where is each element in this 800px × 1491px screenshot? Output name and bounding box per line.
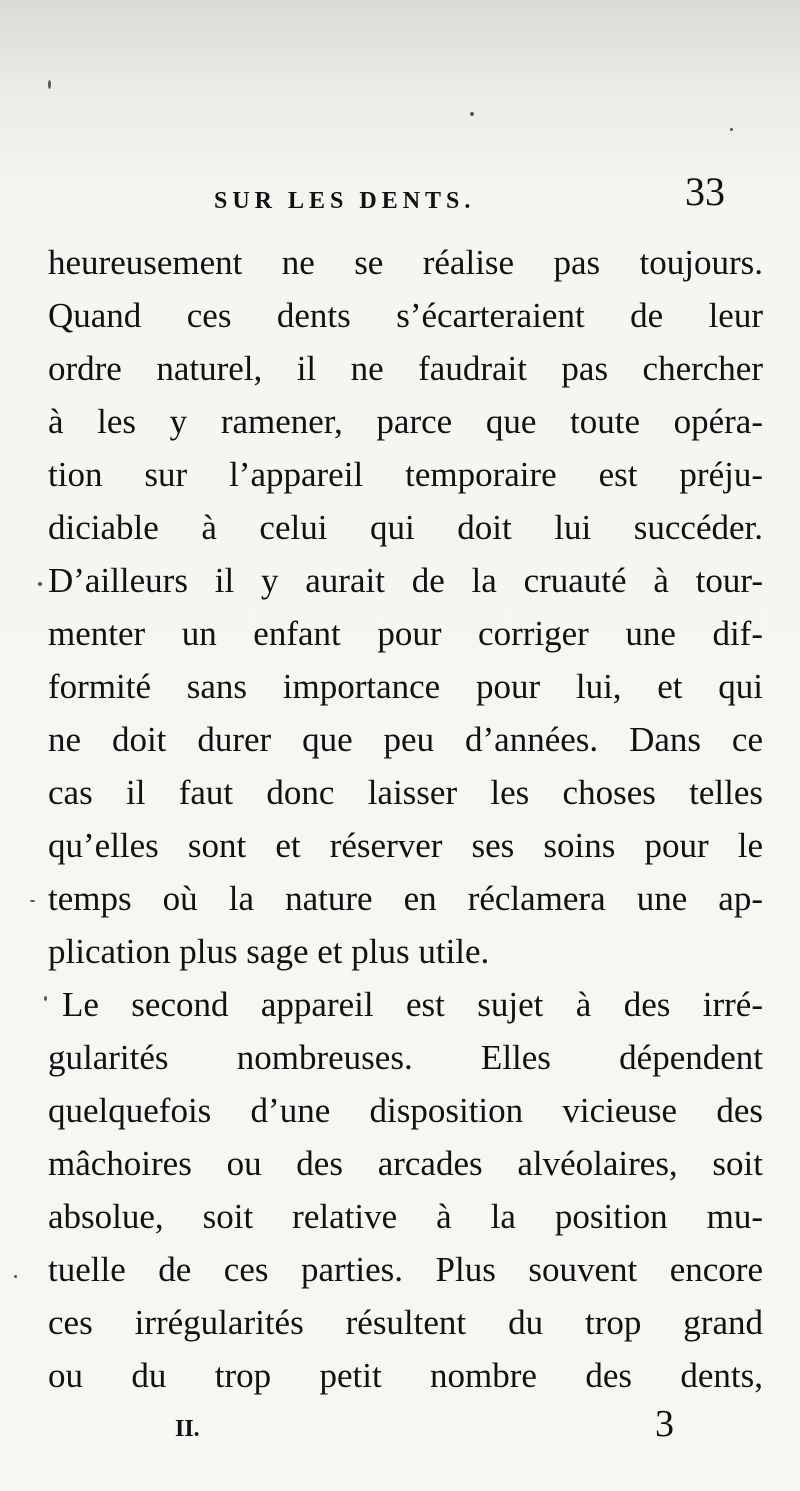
ink-speck: [48, 80, 51, 89]
text-line: tion sur l’appareil temporaire est préju-: [48, 455, 763, 494]
ink-speck: [38, 582, 42, 586]
text-line: ces irrégularités résultent du trop grand: [48, 1303, 763, 1342]
text-line: à les y ramener, parce que toute opéra-: [48, 402, 763, 441]
text-line: Le second appareil est sujet à des irré-: [62, 985, 763, 1024]
text-line: D’ailleurs il y aurait de la cruauté à tour-: [48, 561, 763, 600]
signature-number: 3: [655, 1403, 674, 1445]
text-line: absolue, soit relative à la position mu-: [48, 1197, 763, 1236]
ink-speck: [730, 128, 733, 131]
text-line: gularités nombreuses. Elles dépendent: [48, 1038, 763, 1077]
text-line: menter un enfant pour corriger une dif-: [48, 614, 763, 653]
text-line: formité sans importance pour lui, et qui: [48, 667, 763, 706]
text-line: tuelle de ces parties. Plus souvent encore: [48, 1250, 763, 1289]
text-line: mâchoires ou des arcades alvéolaires, soit: [48, 1144, 763, 1183]
ink-speck: [14, 1275, 17, 1278]
body-text: [48, 236, 763, 1402]
text-line: Quand ces dents s’écarteraient de leur: [48, 296, 763, 335]
page-number: 33: [685, 169, 725, 214]
page-header: [0, 168, 800, 228]
text-line: ou du trop petit nombre des dents,: [48, 1356, 763, 1395]
page-footer: [0, 1402, 800, 1452]
signature-mark: II.: [175, 1416, 200, 1442]
text-line: plication plus sage et plus utile.: [48, 932, 490, 971]
text-line: quelquefois d’une disposition vicieuse des: [48, 1091, 763, 1130]
ink-speck: [470, 112, 474, 116]
text-line: ordre naturel, il ne faudrait pas chercher: [48, 349, 763, 388]
running-head: SUR LES DENTS.: [214, 188, 476, 214]
text-line: diciable à celui qui doit lui succéder.: [48, 508, 763, 547]
text-line: ne doit durer que peu d’années. Dans ce: [48, 720, 763, 759]
ink-speck: [44, 996, 47, 1001]
ink-speck: [30, 900, 35, 902]
text-line: qu’elles sont et réserver ses soins pour le: [48, 826, 763, 865]
text-line: temps où la nature en réclamera une ap-: [48, 879, 763, 918]
text-line: cas il faut donc laisser les choses telles: [48, 773, 763, 812]
text-line: heureusement ne se réalise pas toujours.: [48, 243, 763, 282]
